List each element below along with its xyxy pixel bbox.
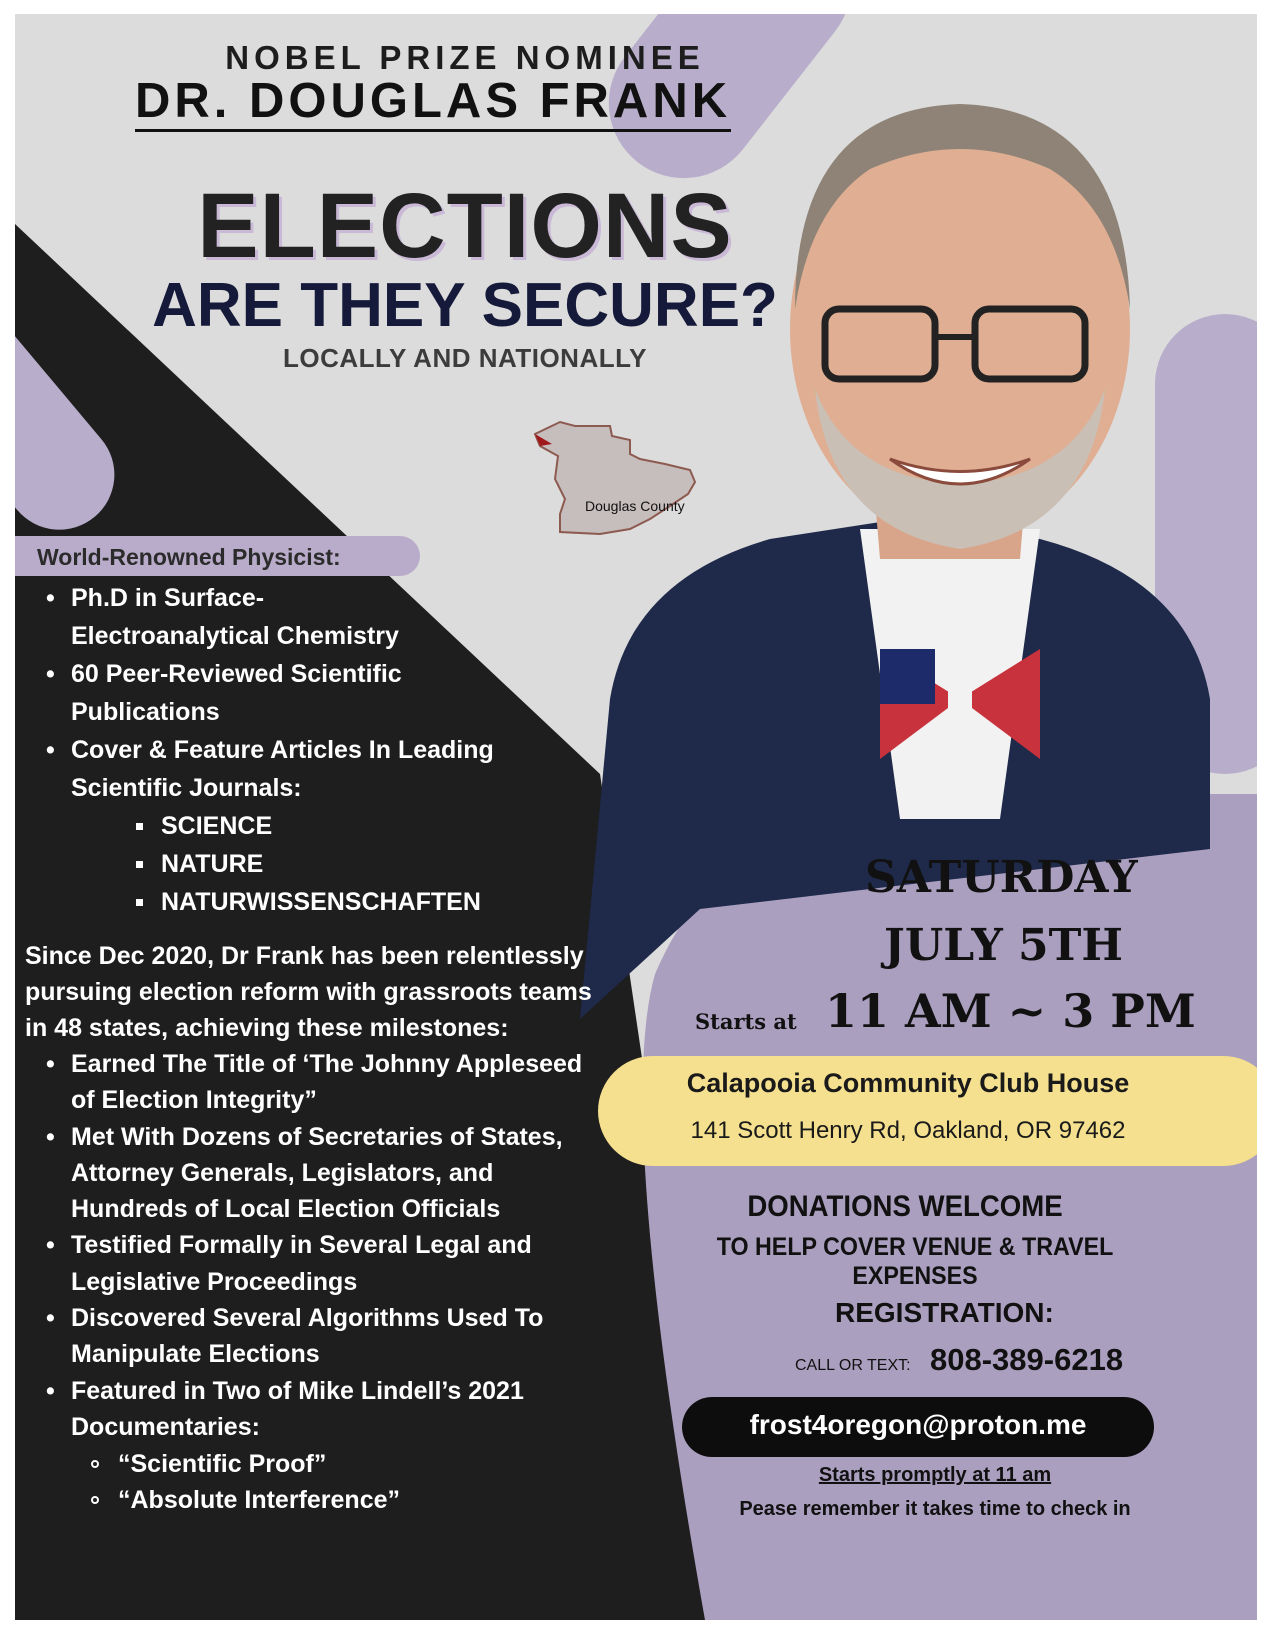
donations-note: TO HELP COVER VENUE & TRAVEL EXPENSES — [716, 1233, 1114, 1290]
bullet-icon: • — [46, 736, 55, 764]
journals-list — [15, 807, 575, 921]
journal-name: SCIENCE — [161, 812, 273, 840]
physicist-label: World-Renowned Physicist: — [37, 544, 341, 570]
county-label: Douglas County — [585, 498, 685, 514]
documentary-title: “Scientific Proof” — [118, 1450, 327, 1478]
documentary-item — [15, 1446, 575, 1482]
list-item — [15, 579, 575, 655]
list-item — [15, 1300, 625, 1373]
phone-number[interactable]: 808-389-6218 — [930, 1342, 1124, 1377]
list-item — [15, 655, 575, 731]
journal-name: NATURE — [161, 850, 264, 878]
bow-tie-stars — [880, 649, 935, 704]
county-map — [530, 414, 735, 559]
list-item-text: Discovered Several Algorithms Used To — [71, 1304, 544, 1333]
list-item — [15, 1046, 625, 1119]
milestones-list — [15, 1046, 625, 1445]
bullet-icon: • — [46, 1050, 55, 1078]
bow-tie-knot — [948, 684, 972, 714]
list-item-text: Scientific Journals: — [71, 774, 302, 802]
event-date: JULY 5TH — [884, 920, 1123, 971]
journal-item — [15, 883, 575, 921]
list-item — [15, 1373, 625, 1446]
square-bullet-icon — [136, 899, 143, 906]
bullet-icon: • — [46, 1122, 55, 1151]
list-item-text: 60 Peer-Reviewed Scientific — [71, 660, 402, 688]
list-item-text: Testified Formally in Several Legal and — [71, 1231, 532, 1260]
email-address[interactable]: frost4oregon@proton.me — [749, 1409, 1087, 1440]
bullet-icon: • — [46, 660, 55, 688]
bullet-icon: • — [46, 1376, 55, 1405]
square-bullet-icon — [136, 823, 143, 830]
headline: ELECTIONS — [197, 175, 733, 277]
journal-item — [15, 845, 575, 883]
documentaries-list — [15, 1446, 575, 1519]
nominee-line: NOBEL PRIZE NOMINEE — [225, 39, 705, 76]
list-item — [15, 731, 575, 807]
venue-address: 141 Scott Henry Rd, Oakland, OR 97462 — [690, 1117, 1126, 1144]
list-item-text: Documentaries: — [71, 1412, 260, 1441]
paragraph-line: Since Dec 2020, Dr Frank has been relentlessly — [25, 942, 584, 970]
registration-title: REGISTRATION: — [835, 1297, 1054, 1328]
paragraph-line: pursuing election reform with grassroots teams — [25, 978, 592, 1006]
list-item-text: Legislative Proceedings — [71, 1267, 358, 1296]
donations-title: DONATIONS WELCOME — [747, 1190, 1063, 1223]
since-paragraph — [25, 938, 635, 1046]
county-shape — [535, 422, 695, 534]
bullet-icon: • — [46, 584, 55, 612]
list-item-text: Hundreds of Local Election Officials — [71, 1195, 501, 1224]
flyer — [15, 14, 1257, 1620]
bullet-icon: • — [46, 1231, 55, 1260]
journal-name: NATURWISSENSCHAFTEN — [161, 888, 481, 916]
circle-bullet-icon — [91, 1496, 99, 1504]
paragraph-line: in 48 states, achieving these milestones: — [25, 1014, 509, 1042]
documentary-title: “Absolute Interference” — [118, 1486, 401, 1515]
start-note: Starts promptly at 11 am — [818, 1464, 1052, 1486]
list-item-text: of Election Integrity” — [71, 1086, 317, 1115]
subheadline: ARE THEY SECURE? — [152, 271, 778, 340]
list-item-text: Manipulate Elections — [71, 1340, 320, 1369]
tagline: LOCALLY AND NATIONALLY — [283, 343, 647, 373]
list-item-text: Cover & Feature Articles In Leading — [71, 736, 494, 764]
speaker-name: DR. DOUGLAS FRANK — [135, 76, 731, 132]
journal-item — [15, 807, 575, 845]
event-day: SATURDAY — [865, 852, 1138, 903]
circle-bullet-icon — [91, 1460, 99, 1468]
list-item-text: Met With Dozens of Secretaries of States, — [71, 1122, 563, 1151]
checkin-note: Pease remember it takes time to check in — [739, 1498, 1131, 1520]
credentials-list — [15, 579, 575, 807]
list-item — [15, 1227, 625, 1300]
call-label: CALL OR TEXT: — [795, 1357, 911, 1374]
list-item-text: Featured in Two of Mike Lindell’s 2021 — [71, 1376, 524, 1405]
starts-prefix: Starts at — [695, 1009, 797, 1034]
list-item-text: Electroanalytical Chemistry — [71, 622, 399, 650]
list-item-text: Ph.D in Surface- — [71, 584, 265, 612]
documentary-item — [15, 1482, 575, 1518]
list-item — [15, 1119, 625, 1228]
list-item-text: Attorney Generals, Legislators, and — [71, 1158, 494, 1187]
event-time: 11 AM ~ 3 PM — [825, 984, 1196, 1038]
square-bullet-icon — [136, 861, 143, 868]
venue-name: Calapooia Community Club House — [686, 1068, 1130, 1098]
list-item-text: Publications — [71, 698, 220, 726]
bullet-icon: • — [46, 1304, 55, 1333]
list-item-text: Earned The Title of ‘The Johnny Appleseed — [71, 1050, 583, 1078]
